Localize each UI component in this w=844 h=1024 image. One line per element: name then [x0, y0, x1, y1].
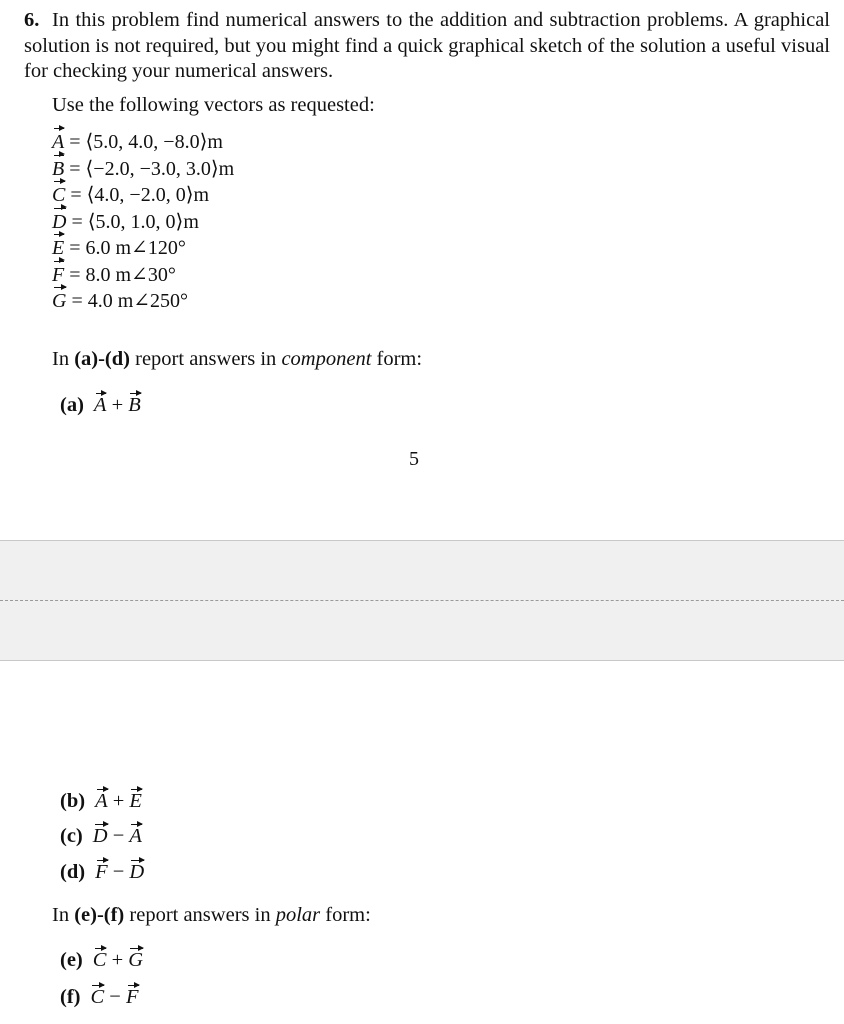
instruction-prefix: In: [52, 904, 75, 926]
part-right-vector: D: [129, 861, 145, 883]
part-label: (c): [60, 825, 83, 847]
part-left-vector: A: [93, 394, 107, 416]
part-label: (b): [60, 790, 86, 812]
part-a: [60, 392, 141, 417]
vector-row-f: [52, 260, 234, 287]
problem-number: 6.: [24, 9, 40, 31]
part-f: [60, 984, 139, 1009]
vector-symbol: D: [52, 207, 66, 236]
instruction-suffix: form:: [320, 904, 371, 926]
vector-symbol: C: [52, 180, 65, 209]
part-left-vector: C: [90, 986, 105, 1008]
vector-value: = ⟨5.0, 1.0, 0⟩m: [71, 210, 199, 233]
part-right-vector: A: [129, 825, 142, 847]
part-label: (e): [60, 949, 83, 971]
part-operator: +: [111, 949, 124, 971]
vector-symbol: F: [52, 260, 64, 289]
vector-row-d: [52, 207, 234, 234]
vector-row-e: [52, 233, 234, 260]
instruction-range: (e)-(f): [74, 904, 125, 926]
part-right-vector: G: [128, 949, 144, 971]
vector-symbol: E: [52, 233, 64, 262]
page-gap: [0, 540, 844, 661]
use-vectors-instruction: Use the following vectors as requested:: [52, 94, 375, 116]
instruction-prefix: In: [52, 348, 75, 370]
part-operator: +: [111, 394, 124, 416]
component-form-instruction: [52, 348, 422, 371]
part-e: [60, 947, 143, 972]
part-operator: −: [112, 861, 125, 883]
vector-value: = ⟨5.0, 4.0, −8.0⟩m: [69, 131, 223, 153]
part-left-vector: F: [95, 861, 108, 883]
part-right-vector: E: [129, 790, 142, 812]
part-left-vector: A: [95, 790, 108, 812]
vector-value: = 6.0 m∠120°: [69, 237, 186, 259]
instruction-form: polar: [275, 904, 321, 926]
vector-symbol: B: [52, 154, 64, 183]
instruction-form: component: [281, 348, 372, 370]
vector-value: = 4.0 m∠250°: [71, 290, 189, 312]
vector-row-g: [52, 286, 234, 313]
part-label: (d): [60, 861, 86, 883]
vector-symbol: A: [52, 127, 64, 156]
part-label: (a): [60, 394, 84, 416]
page-number: 5: [409, 448, 419, 470]
vector-symbol: G: [52, 286, 66, 315]
page-break-line: [0, 600, 844, 601]
vector-row-a: [52, 127, 234, 154]
part-left-vector: D: [92, 825, 108, 847]
instruction-middle: report answers in: [124, 904, 276, 926]
part-c: [60, 823, 142, 848]
part-label: (f): [60, 986, 81, 1008]
vector-value: = ⟨−2.0, −3.0, 3.0⟩m: [69, 157, 235, 180]
page-6: [0, 660, 844, 1024]
part-operator: −: [109, 986, 121, 1008]
vector-value: = 8.0 m∠30°: [69, 263, 176, 286]
part-right-vector: B: [128, 394, 141, 416]
vector-definitions: [52, 127, 234, 313]
part-b: [60, 788, 142, 813]
part-d: [60, 859, 144, 884]
problem-text: In this problem find numerical answers to the addition and subtraction problems. A graphical solution is not required, but you might find a quick graphical sketch of the solution a useful visual for checking your numerical answers.: [24, 9, 830, 82]
instruction-suffix: form:: [371, 348, 423, 370]
part-operator: −: [112, 825, 125, 847]
polar-form-instruction: [52, 904, 371, 927]
instruction-middle: report answers in: [130, 348, 282, 370]
part-left-vector: C: [92, 949, 107, 971]
instruction-range: (a)-(d): [74, 348, 130, 370]
vector-value: = ⟨4.0, −2.0, 0⟩m: [70, 184, 210, 206]
vector-row-c: [52, 180, 234, 207]
part-operator: +: [112, 790, 125, 812]
problem-statement: [24, 8, 830, 85]
part-right-vector: F: [125, 986, 139, 1008]
vector-row-b: [52, 154, 234, 181]
